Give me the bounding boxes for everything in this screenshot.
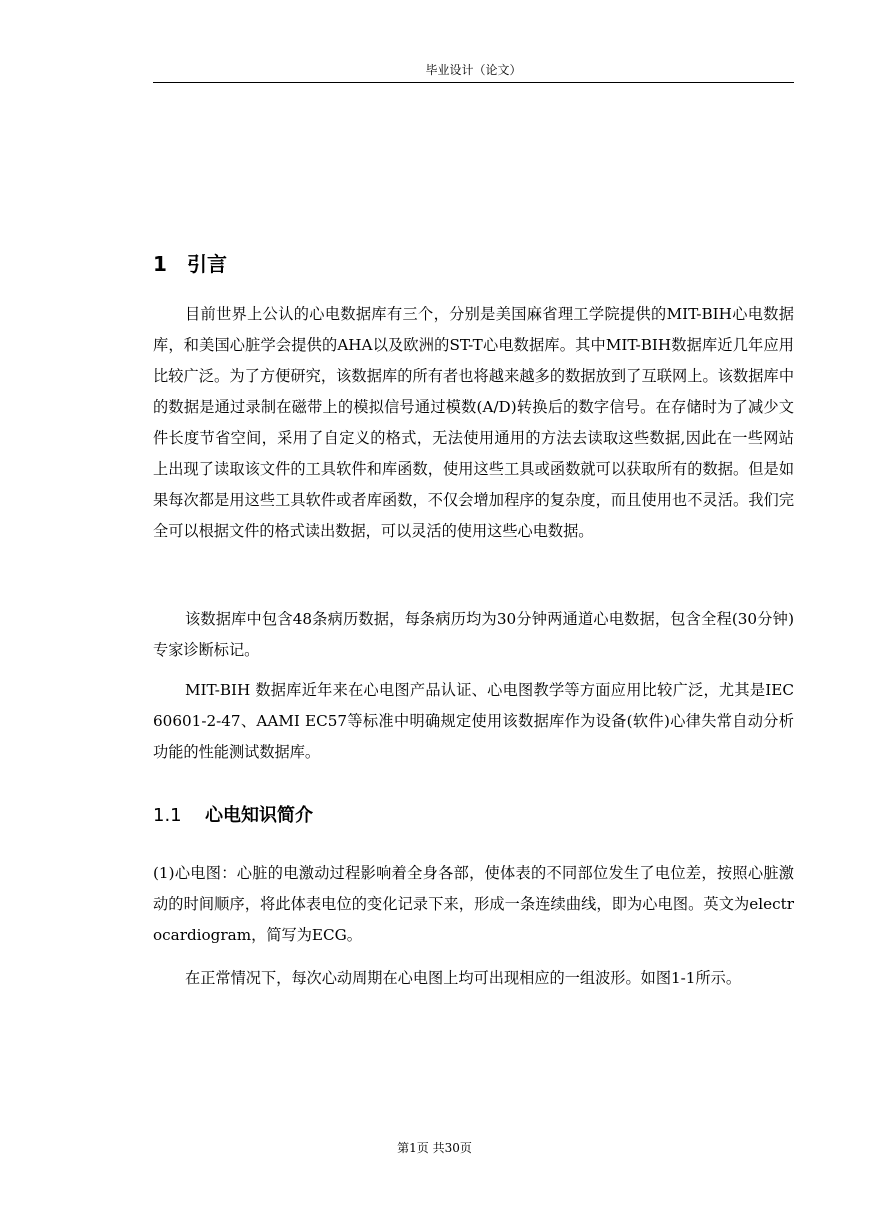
chapter-title: 引言 bbox=[187, 252, 227, 276]
page-footer bbox=[0, 1140, 869, 1156]
section-number: 1.1 bbox=[153, 805, 182, 826]
section-paragraph-2: 在正常情况下，每次心动周期在心电图上均可出现相应的一组波形。如图1-1所示。 bbox=[185, 969, 742, 987]
section-heading bbox=[153, 802, 313, 830]
chapter-number: 1 bbox=[153, 252, 167, 276]
chapter-heading bbox=[153, 250, 227, 278]
intro-paragraph-2: 该数据库中包含48条病历数据，每条病历均为30分钟两通道心电数据，包含全程(30分钟)专家诊断标记。 bbox=[153, 610, 794, 659]
page-number: 第1页 共30页 bbox=[397, 1141, 472, 1155]
intro-paragraph-1: 目前世界上公认的心电数据库有三个，分别是美国麻省理工学院提供的MIT-BIH心电数据库，和美国心脏学会提供的AHA以及欧洲的ST-T心电数据库。其中MIT-BIH数据库近几年应用比较广泛。为了方便研究，该数据库的所有者也将越来越多的数据放到了互联网上。该数据库中的数据是通过录制在磁带上的模拟信号通过模数(A/D)转换后的数字信号。在存储时为了减少文件长度节省空间，采用了自定义的格式，无法使用通用的方法去读取这些数据,因此在一些网站上出现了读取该文件的工具软件和库函数，使用这些工具或函数就可以获取所有的数据。但是如果每次都是用这些工具软件或者库函数，不仅会增加程序的复杂度，而且使用也不灵活。我们完全可以根据文件的格式读出数据，可以灵活的使用这些心电数据。 bbox=[153, 305, 794, 540]
page-header bbox=[153, 62, 794, 83]
intro-paragraph-3: MIT-BIH 数据库近年来在心电图产品认证、心电图教学等方面应用比较广泛，尤其是IEC60601-2-47、AAMI EC57等标准中明确规定使用该数据库作为设备(软件)心律失常自动分析功能的性能测试数据库。 bbox=[153, 681, 794, 761]
header-text: 毕业设计（论文） bbox=[425, 63, 522, 77]
section-paragraph-1: (1)心电图：心脏的电激动过程影响着全身各部，使体表的不同部位发生了电位差，按照心脏激动的时间顺序，将此体表电位的变化记录下来，形成一条连续曲线，即为心电图。英文为electrocardiogram，简写为ECG。 bbox=[153, 864, 794, 944]
section-title: 心电知识简介 bbox=[205, 805, 313, 826]
